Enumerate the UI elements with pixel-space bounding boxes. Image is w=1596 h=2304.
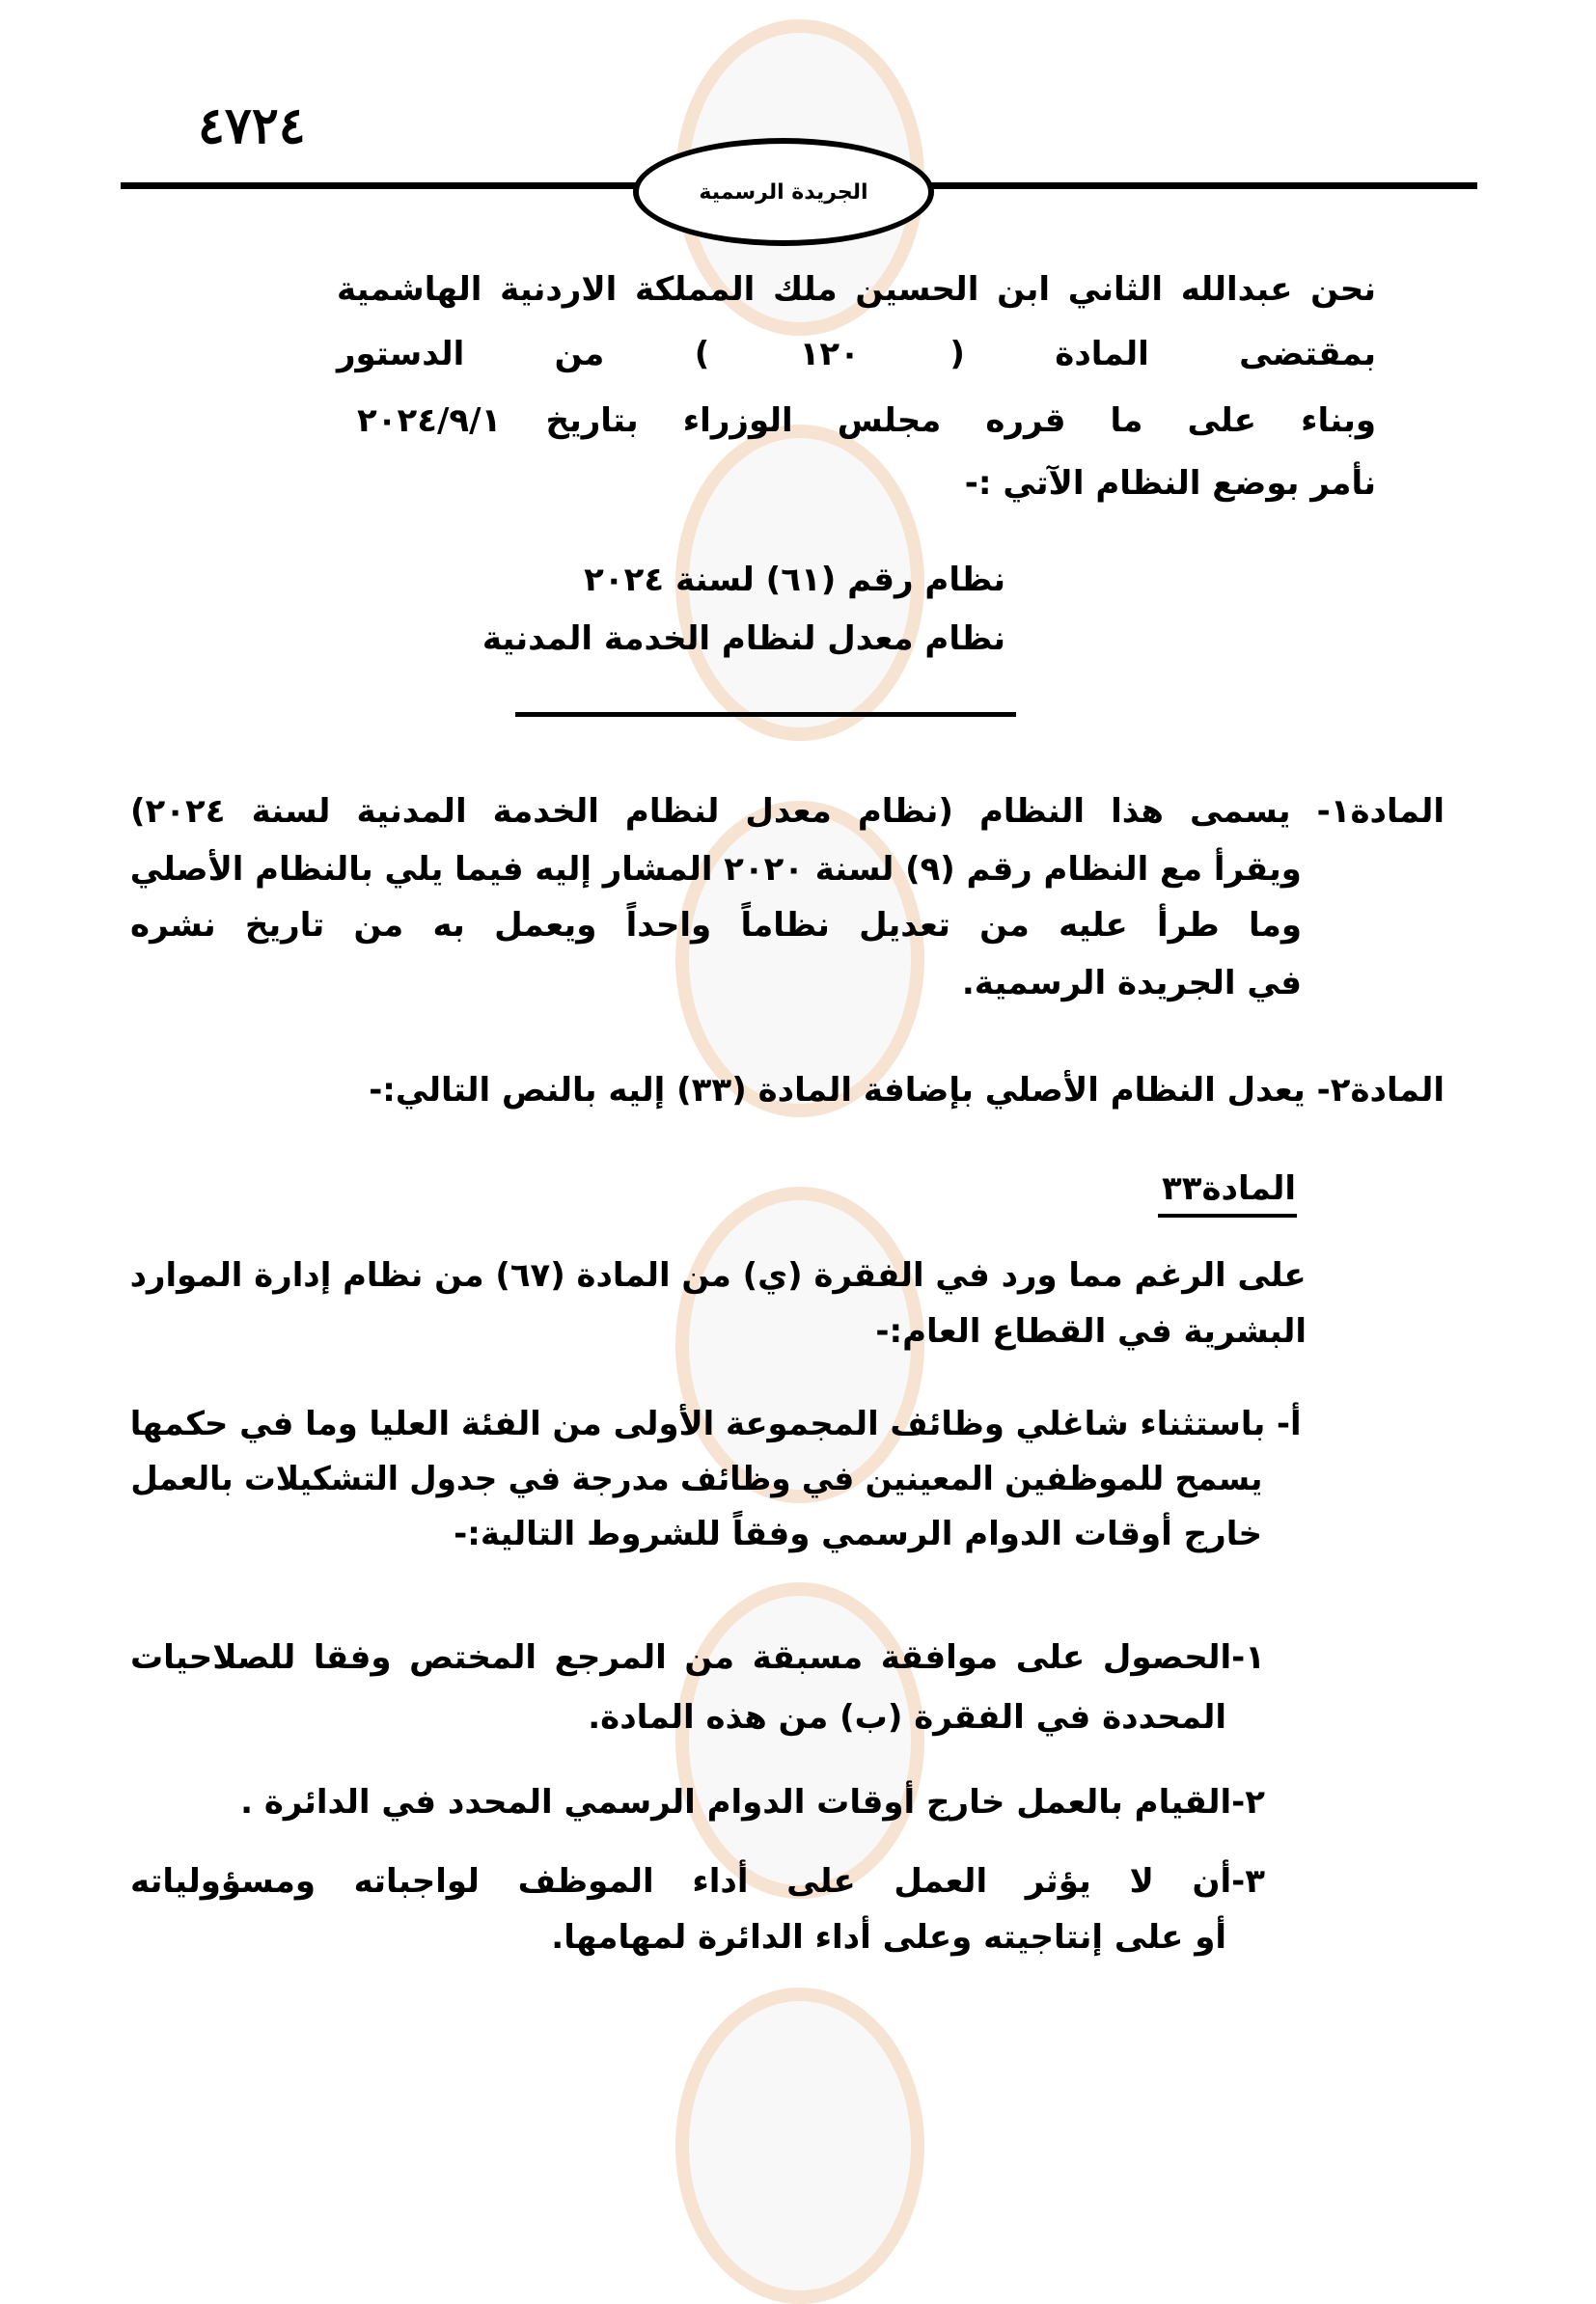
clause-a-line: يسمح للموظفين المعينين في وظائف مدرجة في جدول التشكيلات بالعمل (129, 1460, 1262, 1498)
article33-intro-line: البشرية في القطاع العام:- (875, 1312, 1307, 1351)
article1-line: المادة١- يسمى هذا النظام (نظام معدل لنظام الخدمة المدنية لسنة ٢٠٢٤) (129, 792, 1445, 831)
article1-line: ويقرأ مع النظام رقم (٩) لسنة ٢٠٢٠ المشار إليه فيما يلي بالنظام الأصلي (130, 850, 1302, 889)
article33-heading: المادة٣٣ (1161, 1169, 1296, 1208)
regulation-title: نظام معدل لنظام الخدمة المدنية (482, 619, 1005, 658)
preamble-line: بمقتضى المادة ( ١٢٠ ) من الدستور (336, 335, 1376, 373)
article2-text: المادة٢- يعدل النظام الأصلي بإضافة المادة (٣٣) إليه بالنص التالي:- (369, 1071, 1445, 1110)
preamble-line: نحن عبدالله الثاني ابن الحسين ملك المملكة الاردنية الهاشمية (337, 270, 1376, 309)
gazette-name: الجريدة الرسمية (699, 179, 868, 205)
gazette-emblem-oval (633, 138, 934, 246)
heading-underline (1158, 1214, 1297, 1218)
preamble-line: نأمر بوضع النظام الآتي :- (964, 464, 1376, 503)
title-underline (515, 712, 1016, 717)
condition-3-line: ٣-أن لا يؤثر العمل على أداء الموظف لواجباته ومسؤولياته (129, 1862, 1265, 1901)
clause-a-line: أ- باستثناء شاغلي وظائف المجموعة الأولى من الفئة العليا وما في حكمها (130, 1405, 1302, 1443)
preamble-line: وبناء على ما قرره مجلس الوزراء بتاريخ ٢٠٢٤/٩/١ (356, 401, 1376, 440)
condition-2-text: ٢-القيام بالعمل خارج أوقات الدوام الرسمي المحدد في الدائرة . (240, 1783, 1265, 1822)
page-number: ٤٧٢٤ (198, 96, 306, 155)
regulation-number: نظام رقم (٦١) لسنة ٢٠٢٤ (584, 561, 1005, 599)
condition-1-line: المحددة في الفقرة (ب) من هذه المادة. (588, 1698, 1226, 1737)
article33-intro-line: على الرغم مما ورد في الفقرة (ي) من المادة (٦٧) من نظام إدارة الموارد (129, 1256, 1307, 1295)
article1-line: وما طرأ عليه من تعديل نظاماً واحداً ويعمل به من تاريخ نشره (130, 906, 1302, 945)
clause-a-line: خارج أوقات الدوام الرسمي وفقاً للشروط التالية:- (454, 1515, 1262, 1553)
condition-1-line: ١-الحصول على موافقة مسبقة من المرجع المختص وفقا للصلاحيات (129, 1638, 1265, 1677)
article1-line: في الجريدة الرسمية. (961, 964, 1302, 1002)
watermark-clock (675, 1582, 924, 1899)
condition-3-line: أو على إنتاجيته وعلى أداء الدائرة لمهامها. (551, 1918, 1226, 1957)
